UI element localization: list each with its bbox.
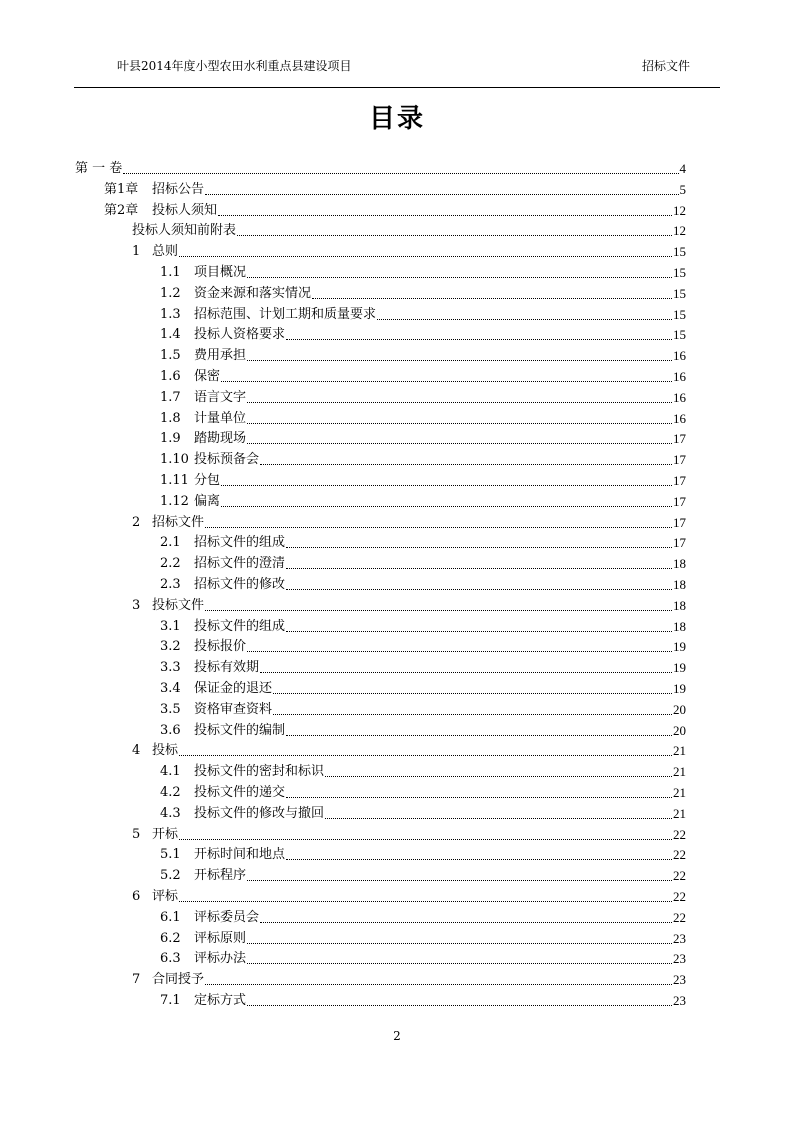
toc-entry-title: 分包	[194, 473, 221, 488]
toc-leader-dots	[247, 402, 672, 403]
toc-leader-dots	[286, 735, 672, 736]
toc-entry[interactable]	[160, 947, 686, 967]
toc-entry[interactable]	[160, 927, 686, 947]
toc-entry[interactable]	[160, 802, 686, 822]
toc-entry-title: 总则	[152, 244, 179, 260]
toc-leader-dots	[218, 215, 672, 216]
toc-entry-page: 17	[673, 452, 686, 468]
toc-leader-dots	[247, 651, 672, 652]
toc-entry-number: 1.5	[160, 348, 181, 364]
toc-entry-page: 19	[673, 639, 686, 655]
toc-entry[interactable]	[160, 407, 686, 427]
toc-entry-title: 开标	[152, 826, 179, 842]
toc-entry-number: 3.1	[160, 618, 181, 634]
toc-entry[interactable]	[160, 552, 686, 572]
toc-entry-title: 合同授予	[152, 972, 205, 988]
toc-leader-dots	[179, 901, 672, 902]
toc-leader-dots	[286, 568, 672, 569]
toc-entry-number: 5.1	[160, 847, 181, 863]
toc-entry[interactable]	[160, 303, 686, 323]
toc-leader-dots	[221, 506, 672, 507]
toc-entry-title: 投标有效期	[194, 660, 260, 676]
toc-entry-page: 4	[679, 161, 686, 176]
toc-entry[interactable]	[160, 490, 686, 510]
toc-entry-page: 17	[673, 535, 686, 551]
toc-leader-dots	[247, 443, 672, 444]
toc-entry-title: 招标文件的澄清	[194, 556, 286, 572]
toc-leader-dots	[205, 610, 672, 611]
toc-entry[interactable]	[160, 282, 686, 302]
toc-entry-number: 3.6	[160, 722, 181, 738]
toc-entry-number: 1.6	[160, 369, 181, 384]
toc-entry-title: 语言文字	[194, 389, 247, 405]
toc-leader-dots	[312, 298, 672, 299]
toc-entry[interactable]	[132, 739, 686, 759]
toc-leader-dots	[273, 693, 672, 694]
toc-leader-dots	[237, 235, 672, 236]
toc-entry-page: 18	[673, 556, 686, 572]
toc-leader-dots	[325, 818, 672, 819]
toc-leader-dots	[221, 381, 672, 382]
toc-entry-title: 开标程序	[194, 868, 247, 884]
toc-entry-number: 3	[132, 597, 141, 613]
toc-leader-dots	[205, 194, 678, 195]
toc-entry[interactable]	[160, 677, 686, 697]
toc-entry-title: 评标	[152, 889, 179, 904]
toc-entry-page: 16	[673, 389, 686, 405]
toc-entry[interactable]	[132, 968, 686, 988]
toc-entry[interactable]	[160, 344, 686, 364]
toc-entry-title: 第 一 卷	[75, 161, 123, 176]
toc-entry-title: 开标时间和地点	[194, 847, 286, 863]
toc-entry-page: 22	[673, 868, 686, 884]
toc-leader-dots	[205, 527, 672, 528]
toc-entry-number: 1.2	[160, 285, 181, 301]
toc-entry-page: 22	[673, 826, 686, 842]
toc-leader-dots	[179, 256, 672, 257]
toc-entry[interactable]	[160, 760, 686, 780]
toc-entry-title: 资格审查资料	[194, 701, 273, 717]
toc-entry-number: 第1章	[104, 181, 139, 197]
toc-entry-page: 23	[673, 993, 686, 1008]
toc-entry-number: 4	[132, 743, 141, 759]
toc-entry-title: 投标	[152, 743, 179, 759]
toc-entry-number: 1.9	[160, 431, 181, 447]
toc-entry-number: 1.1	[160, 265, 181, 280]
toc-entry-title: 招标文件的组成	[194, 535, 286, 551]
toc-leader-dots	[286, 339, 672, 340]
toc-entry-page: 18	[673, 618, 686, 634]
toc-leader-dots	[273, 714, 672, 715]
toc-entry[interactable]	[160, 698, 686, 718]
toc-entry-page: 22	[673, 909, 686, 925]
toc-entry[interactable]	[160, 427, 686, 447]
toc-entry-number: 4.1	[160, 764, 181, 780]
toc-entry[interactable]	[160, 448, 686, 468]
toc-entry[interactable]	[160, 635, 686, 655]
toc-entry-number: 7.1	[160, 993, 181, 1008]
toc-entry-number: 2.1	[160, 535, 181, 551]
toc-entry-page: 17	[673, 493, 686, 509]
toc-entry-title: 投标人须知	[152, 202, 218, 218]
toc-leader-dots	[123, 173, 678, 174]
toc-entry-number: 2.3	[160, 577, 181, 592]
toc-entry-page: 22	[673, 889, 686, 904]
toc-entry[interactable]	[132, 594, 686, 614]
toc-entry[interactable]	[160, 656, 686, 676]
toc-entry-number: 第2章	[104, 202, 139, 218]
toc-entry-title: 踏勘现场	[194, 431, 247, 447]
toc-entry-page: 15	[673, 285, 686, 301]
toc-entry-page: 12	[673, 202, 686, 218]
toc-entry-title: 费用承担	[194, 348, 247, 364]
toc-entry[interactable]	[160, 323, 686, 343]
toc-leader-dots	[377, 319, 672, 320]
toc-entry-number: 1.8	[160, 410, 181, 426]
toc-entry-title: 评标原则	[194, 930, 247, 946]
toc-leader-dots	[247, 963, 672, 964]
toc-leader-dots	[179, 839, 672, 840]
toc-leader-dots	[260, 672, 672, 673]
toc-entry[interactable]	[132, 511, 686, 531]
toc-entry-title: 招标公告	[152, 181, 205, 197]
toc-entry[interactable]	[160, 615, 686, 635]
toc-entry-title: 投标文件	[152, 597, 205, 613]
toc-leader-dots	[325, 776, 672, 777]
header-doc-type: 招标文件	[641, 59, 690, 73]
toc-leader-dots	[247, 943, 672, 944]
header-rule	[74, 87, 720, 88]
toc-entry-page: 17	[673, 473, 686, 488]
toc-entry-page: 21	[673, 785, 686, 800]
toc-leader-dots	[286, 589, 672, 590]
toc-entry-page: 23	[673, 951, 686, 967]
toc-entry-page: 18	[673, 577, 686, 592]
toc-entry-title: 投标文件的修改与撤回	[194, 805, 325, 821]
toc-entry-title: 偏离	[194, 493, 221, 509]
toc-entry[interactable]	[160, 261, 686, 281]
toc-entry[interactable]	[132, 885, 686, 905]
toc-entry-number: 3.4	[160, 681, 181, 696]
toc-entry-number: 6.2	[160, 930, 181, 946]
toc-entry[interactable]	[160, 469, 686, 489]
toc-entry-page: 17	[673, 514, 686, 530]
toc-entry-number: 1.4	[160, 327, 181, 343]
toc-entry-page: 21	[673, 743, 686, 759]
toc-entry[interactable]	[104, 199, 686, 219]
toc-entry-page: 23	[673, 972, 686, 988]
toc-entry[interactable]	[160, 573, 686, 593]
toc-entry-page: 19	[673, 660, 686, 676]
toc-leader-dots	[286, 547, 672, 548]
toc-entry-number: 3.2	[160, 639, 181, 655]
toc-entry-number: 1.10	[160, 452, 189, 468]
toc-entry-title: 投标人须知前附表	[132, 223, 237, 239]
toc-leader-dots	[247, 360, 672, 361]
toc-entry-page: 20	[673, 701, 686, 717]
toc-entry-title: 项目概况	[194, 265, 247, 280]
toc-entry-title: 招标文件的修改	[194, 577, 286, 592]
toc-entry[interactable]	[160, 365, 686, 385]
toc-leader-dots	[205, 984, 672, 985]
toc-entry-page: 20	[673, 722, 686, 738]
toc-entry-number: 2	[132, 514, 141, 530]
toc-entry-number: 1	[132, 244, 141, 260]
toc-entry[interactable]	[160, 864, 686, 884]
toc-entry-page: 5	[679, 181, 686, 197]
toc-entry-number: 1.11	[160, 473, 189, 488]
toc-leader-dots	[260, 922, 672, 923]
toc-entry-page: 15	[673, 306, 686, 322]
toc-entry-title: 资金来源和落实情况	[194, 285, 312, 301]
toc-entry-number: 4.2	[160, 785, 181, 800]
toc-entry-number: 6	[132, 889, 141, 904]
toc-entry[interactable]	[160, 989, 686, 1009]
toc-entry-number: 5	[132, 826, 141, 842]
toc-leader-dots	[286, 631, 672, 632]
toc-entry-page: 15	[673, 265, 686, 280]
toc-entry[interactable]	[104, 178, 686, 198]
toc-leader-dots	[247, 1005, 672, 1006]
toc-entry-title: 计量单位	[194, 410, 247, 426]
toc-entry-number: 3.5	[160, 701, 181, 717]
toc-leader-dots	[247, 277, 672, 278]
toc-entry[interactable]	[160, 386, 686, 406]
toc-leader-dots	[260, 464, 672, 465]
toc-entry-title: 定标方式	[194, 993, 247, 1008]
toc-entry[interactable]	[160, 781, 686, 801]
toc-entry[interactable]	[160, 843, 686, 863]
toc-entry-title: 招标文件	[152, 514, 205, 530]
toc-entry-number: 7	[132, 972, 141, 988]
toc-entry-page: 19	[673, 681, 686, 696]
toc-entry-title: 投标文件的编制	[194, 722, 286, 738]
toc-entry-number: 3.3	[160, 660, 181, 676]
toc-entry-page: 21	[673, 805, 686, 821]
toc-entry-number: 2.2	[160, 556, 181, 572]
toc-leader-dots	[247, 880, 672, 881]
toc-entry-title: 投标文件的递交	[194, 785, 286, 800]
toc-entry[interactable]	[160, 719, 686, 739]
toc-entry-number: 1.12	[160, 493, 189, 509]
toc-entry-title: 投标人资格要求	[194, 327, 286, 343]
toc-entry[interactable]	[75, 157, 686, 177]
page-title: 目录	[368, 104, 425, 134]
toc-entry-page: 15	[673, 244, 686, 260]
toc-entry-page: 18	[673, 597, 686, 613]
toc-entry-page: 17	[673, 431, 686, 447]
toc-entry[interactable]	[132, 219, 686, 239]
toc-entry-number: 5.2	[160, 868, 181, 884]
toc-entry-page: 15	[673, 327, 686, 343]
toc-entry-title: 评标委员会	[194, 909, 260, 925]
toc-entry-number: 1.3	[160, 306, 181, 322]
toc-entry-number: 6.3	[160, 951, 181, 967]
toc-entry-page: 16	[673, 348, 686, 364]
toc-entry[interactable]	[160, 906, 686, 926]
toc-entry-number: 4.3	[160, 805, 181, 821]
toc-entry-title: 招标范围、计划工期和质量要求	[194, 306, 377, 322]
toc-entry-title: 保密	[194, 369, 221, 384]
toc-entry-page: 21	[673, 764, 686, 780]
toc-entry-number: 1.7	[160, 389, 181, 405]
toc-leader-dots	[286, 797, 672, 798]
toc-entry-title: 投标文件的组成	[194, 618, 286, 634]
toc-entry-page: 12	[673, 223, 686, 239]
toc-entry[interactable]	[160, 531, 686, 551]
toc-leader-dots	[221, 485, 672, 486]
toc-leader-dots	[179, 755, 672, 756]
toc-entry-page: 23	[673, 930, 686, 946]
toc-entry-page: 16	[673, 369, 686, 384]
toc-entry-title: 保证金的退还	[194, 681, 273, 696]
toc-entry-page: 16	[673, 410, 686, 426]
toc-entry-title: 投标预备会	[194, 452, 260, 468]
toc-entry-title: 投标文件的密封和标识	[194, 764, 325, 780]
toc-entry-number: 6.1	[160, 909, 181, 925]
header-project-title: 叶县2014年度小型农田水利重点县建设项目	[117, 59, 352, 73]
toc-entry-title: 评标办法	[194, 951, 247, 967]
toc-entry-title: 投标报价	[194, 639, 247, 655]
toc-entry-page: 22	[673, 847, 686, 863]
toc-entry[interactable]	[132, 823, 686, 843]
page-number: 2	[393, 1029, 401, 1043]
toc-leader-dots	[247, 423, 672, 424]
toc-leader-dots	[286, 859, 672, 860]
toc-entry[interactable]	[132, 240, 686, 260]
